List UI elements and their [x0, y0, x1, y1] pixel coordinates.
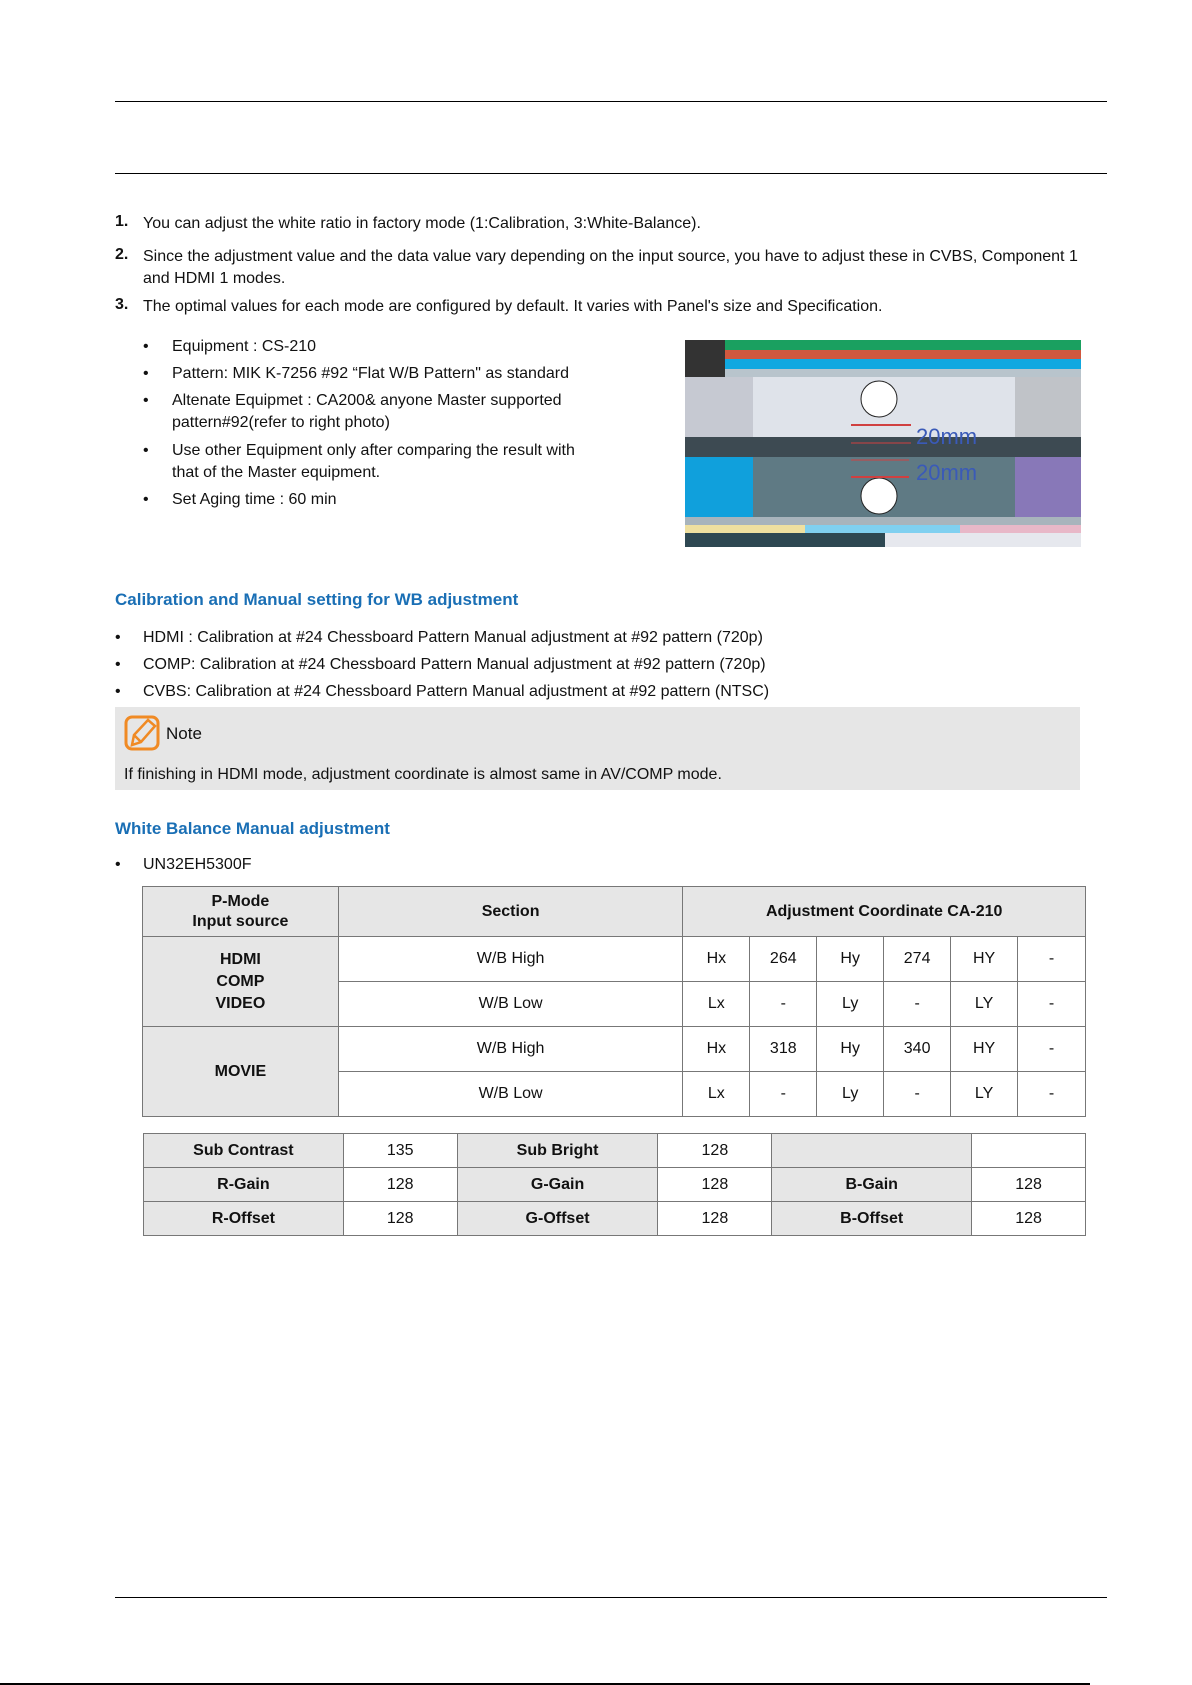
param-value [972, 1134, 1086, 1168]
bullet: • [143, 338, 149, 355]
coord-cell: - [1018, 1072, 1086, 1117]
coord-cell: - [884, 1072, 951, 1117]
note-text: If finishing in HDMI mode, adjustment coordinate is almost same in AV/COMP mode. [124, 766, 722, 783]
table-row [144, 1202, 1086, 1236]
coord-cell: 318 [750, 1027, 817, 1072]
model-name: UN32EH5300F [143, 856, 252, 873]
equipment-item: Altenate Equipmet : CA200& anyone Master supported pattern#92(refer to right photo) [172, 392, 562, 431]
coord-cell: Hy [817, 1027, 884, 1072]
table-row [143, 937, 1086, 982]
calibration-item: CVBS: Calibration at #24 Chessboard Pattern Manual adjustment at #92 pattern (NTSC) [143, 683, 770, 700]
coord-cell: - [1018, 982, 1086, 1027]
calibration-heading: Calibration and Manual setting for WB adjustment [115, 590, 519, 609]
param-label: R-Offset [144, 1202, 344, 1236]
table-row [144, 1134, 1086, 1168]
param-value: 128 [658, 1168, 772, 1202]
coord-cell: Ly [817, 982, 884, 1027]
note-pencil-icon [124, 715, 160, 751]
section-cell: W/B High [338, 1027, 683, 1072]
bullet: • [115, 856, 121, 873]
measure-label: 20mm [916, 424, 978, 449]
bullet: • [115, 683, 121, 700]
section-cell: W/B Low [338, 1072, 683, 1117]
calibration-item: HDMI : Calibration at #24 Chessboard Pattern Manual adjustment at #92 pattern (720p) [143, 629, 763, 646]
param-label: B-Gain [772, 1168, 972, 1202]
param-label: G-Gain [457, 1168, 658, 1202]
header-rule-bottom [115, 173, 1107, 174]
param-label: R-Gain [144, 1168, 344, 1202]
param-label: Sub Contrast [144, 1134, 344, 1168]
white-balance-heading: White Balance Manual adjustment [115, 819, 390, 838]
header-pmode: P-Mode Input source [143, 887, 339, 937]
step-number: 1. [115, 213, 129, 230]
calibration-item: COMP: Calibration at #24 Chessboard Pattern Manual adjustment at #92 pattern (720p) [143, 656, 766, 673]
step-text: Since the adjustment value and the data value vary depending on the input source, you have to adjust these in CVBS, Component 1 and HDMI 1 modes. [143, 248, 1078, 287]
coord-cell: LY [951, 1072, 1018, 1117]
coord-cell: - [750, 1072, 817, 1117]
bullet: • [143, 365, 149, 382]
step-number: 3. [115, 296, 129, 313]
note-title: Note [166, 724, 202, 743]
coord-cell: - [750, 982, 817, 1027]
param-label: Sub Bright [457, 1134, 658, 1168]
header-rule-top [115, 101, 1107, 102]
coord-cell: HY [951, 937, 1018, 982]
equipment-item: Pattern: MIK K-7256 #92 “Flat W/B Pattern" as standard [172, 365, 569, 382]
coord-cell: HY [951, 1027, 1018, 1072]
coord-cell: - [1018, 1027, 1086, 1072]
coord-cell: Lx [683, 1072, 750, 1117]
coord-cell: Hy [817, 937, 884, 982]
wb-parameter-table [143, 1133, 1086, 1236]
step-number: 2. [115, 246, 129, 263]
coord-cell: 340 [884, 1027, 951, 1072]
coord-cell: LY [951, 982, 1018, 1027]
step-text: The optimal values for each mode are configured by default. It varies with Panel's size and Specification. [143, 298, 883, 315]
header-coordinate: Adjustment Coordinate CA-210 [683, 887, 1086, 937]
param-label: B-Offset [772, 1202, 972, 1236]
equipment-item: Equipment : CS-210 [172, 338, 317, 355]
param-value: 128 [658, 1134, 772, 1168]
param-value: 128 [343, 1168, 457, 1202]
mode-cell: HDMI COMP VIDEO [143, 937, 339, 1027]
param-label [772, 1134, 972, 1168]
footer-rule [115, 1597, 1107, 1598]
note-box [115, 707, 1080, 790]
bullet: • [143, 442, 149, 459]
coord-cell: Hx [683, 937, 750, 982]
measure-label: 20mm [916, 460, 978, 485]
bullet: • [115, 629, 121, 646]
coord-cell: Lx [683, 982, 750, 1027]
equipment-item: Set Aging time : 60 min [172, 491, 337, 508]
coord-cell: 264 [750, 937, 817, 982]
table-row [143, 1027, 1086, 1072]
coord-cell: Hx [683, 1027, 750, 1072]
bullet: • [143, 491, 149, 508]
param-value: 128 [972, 1168, 1086, 1202]
mode-cell: MOVIE [143, 1027, 339, 1117]
bullet: • [143, 392, 149, 409]
coord-cell: - [1018, 937, 1086, 982]
pattern-photo [685, 340, 1081, 547]
param-value: 128 [343, 1202, 457, 1236]
coord-cell: - [884, 982, 951, 1027]
wb-coordinate-table [142, 886, 1086, 1117]
equipment-item: Use other Equipment only after comparing the result with that of the Master equipment. [172, 442, 575, 481]
bullet: • [115, 656, 121, 673]
coord-cell: Ly [817, 1072, 884, 1117]
param-value: 135 [343, 1134, 457, 1168]
param-value: 128 [658, 1202, 772, 1236]
param-value: 128 [972, 1202, 1086, 1236]
table-row [144, 1168, 1086, 1202]
step-text: You can adjust the white ratio in factory mode (1:Calibration, 3:White-Balance). [143, 215, 701, 232]
coord-cell: 274 [884, 937, 951, 982]
section-cell: W/B High [338, 937, 683, 982]
section-cell: W/B Low [338, 982, 683, 1027]
param-label: G-Offset [457, 1202, 658, 1236]
header-section: Section [338, 887, 683, 937]
